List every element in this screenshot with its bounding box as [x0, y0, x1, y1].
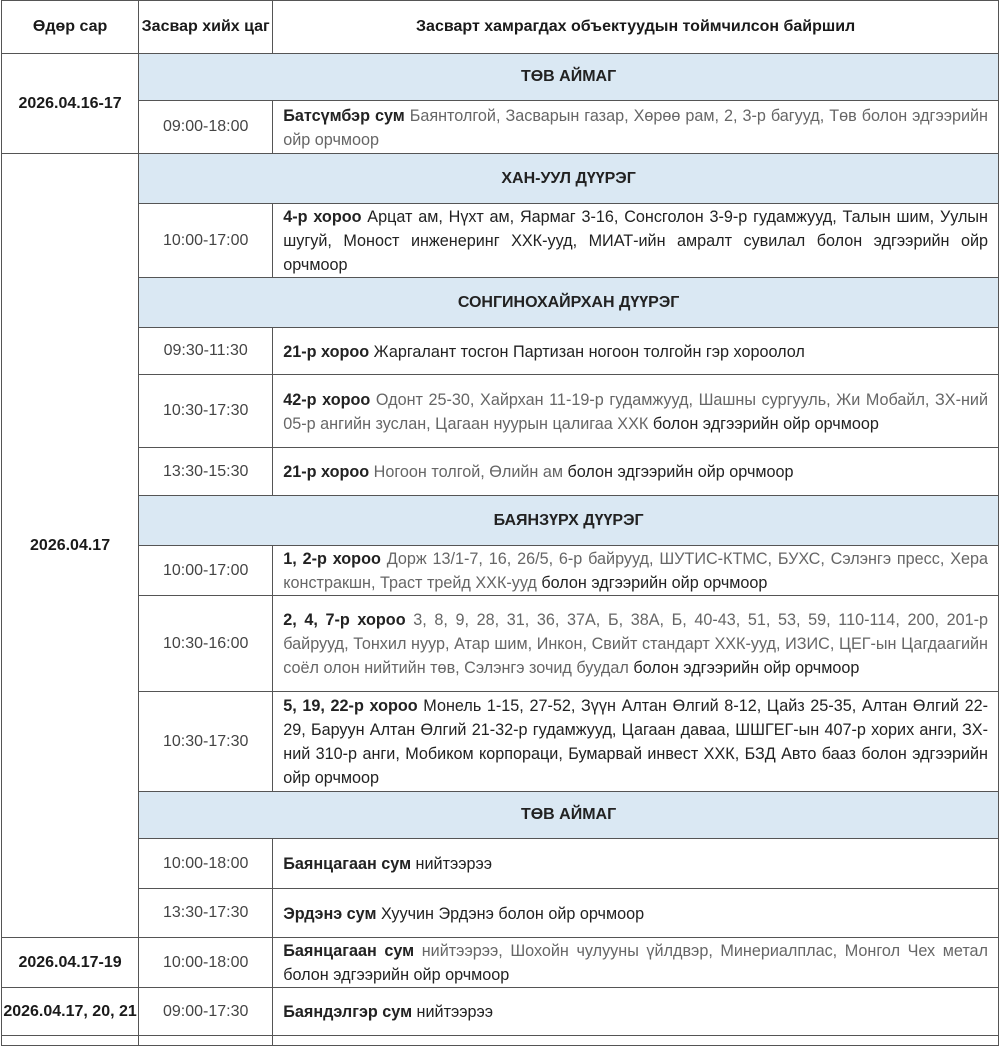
time-cell: 10:00-18:00 — [139, 839, 273, 889]
table-row — [2, 596, 999, 692]
location-bold: Баяндэлгэр сум — [283, 1003, 413, 1021]
region-header: СОНГИНОХАЙРХАН ДҮҮРЭГ — [139, 278, 999, 328]
location-cell — [273, 448, 999, 496]
location-text: нийтээрээ — [411, 855, 493, 873]
location-tail: болон эдгээрийн ойр орчмоор — [648, 414, 879, 433]
location-cell — [273, 938, 999, 988]
location-bold: 5, 19, 22-р хороо — [283, 697, 418, 715]
outage-schedule-table — [1, 0, 999, 1046]
table-row — [2, 546, 999, 596]
header-location: Засварт хамрагдах объектуудын тоймчилсон байршил — [273, 1, 999, 54]
date-cell: 2026.04.17 — [2, 154, 139, 938]
location-cell — [273, 889, 999, 938]
location-bold: 2, 4, 7-р хороо — [283, 611, 406, 629]
location-cell — [273, 101, 999, 154]
table-row — [2, 889, 999, 938]
table-row — [2, 692, 999, 792]
time-cell: 09:00-18:00 — [139, 101, 273, 154]
table-row — [2, 204, 999, 278]
location-bold: Баянцагаан сум — [283, 942, 415, 960]
location-text: Одонт 25-30, Хайрхан 11-19-р гудамжууд, Шашны сургууль, Жи Мобайл, ЗХ-ний 05-р ангийн зуслан, Цагаан нуурын цалигаа ХХК — [283, 390, 989, 433]
time-cell: 10:30-17:30 — [139, 692, 273, 792]
location-bold: 21-р хороо — [283, 342, 370, 361]
region-header: ХАН-УУЛ ДҮҮРЭГ — [139, 154, 999, 204]
date-cell: 2026.04.17, 20, 21 — [2, 988, 139, 1036]
time-cell: 10:30-16:00 — [139, 596, 273, 692]
location-text: Баянтолгой, Засварын газар, Хөрөө рам, 2, 3-р багууд, Төв болон эдгээрийн ойр орчмоор — [283, 106, 988, 149]
time-cell: 09:00-17:30 — [139, 988, 273, 1036]
location-cell — [273, 328, 999, 375]
header-date: Өдөр сар — [2, 1, 139, 54]
date-cell: 2026.04.17-19 — [2, 938, 139, 988]
location-text: Жаргалант тосгон Партизан ногоон толгойн гэр хороолол — [369, 342, 805, 361]
location-bold: Батсүмбэр сум — [283, 106, 405, 125]
location-cell — [273, 692, 999, 792]
location-text: Арцат ам, Нүхт ам, Яармаг 3-16, Сонсголон 3-9-р гудамжууд, Талын шим, Уулын шугуй, Моност инженеринг ХХК-ууд, МИАТ-ийн амралт сувилал болон эдгээрийн ойр орчмоор — [283, 208, 988, 274]
location-cell — [273, 596, 999, 692]
cut-off-cell — [2, 1036, 139, 1046]
table-row — [2, 448, 999, 496]
location-text: нийтээрээ, Шохойн чулууны үйлдвэр, Минериалплас, Монгол Чех метал — [414, 942, 988, 960]
table-row — [2, 101, 999, 154]
time-cell: 13:30-17:30 — [139, 889, 273, 938]
location-cell — [273, 546, 999, 596]
location-bold: 4-р хороо — [283, 208, 362, 226]
location-text: нийтээрээ — [412, 1003, 494, 1021]
location-bold: 21-р хороо — [283, 463, 370, 481]
location-text: Ногоон толгой, Өлийн ам — [369, 463, 563, 481]
date-cell: 2026.04.16-17 — [2, 54, 139, 154]
time-cell: 09:30-11:30 — [139, 328, 273, 375]
location-text: 3, 8, 9, 28, 31, 36, 37А, Б, 38А, Б, 40-43, 51, 53, 59, 110-114, 200, 201-р байрууд, Тонхил нуур, Атар шим, Инкон, Свийт стандарт ХХК-ууд, ИЗИС, ЦЕГ-ын Цагдаагийн соёл олон нийтийн төв, Сэлэнгэ зочид буудал — [283, 611, 988, 677]
cut-off-cell — [139, 1036, 273, 1046]
region-header: БАЯНЗҮРХ ДҮҮРЭГ — [139, 496, 999, 546]
location-bold: 42-р хороо — [283, 390, 371, 409]
location-bold: Эрдэнэ сум — [283, 904, 377, 923]
time-cell: 10:00-18:00 — [139, 938, 273, 988]
cut-off-cell — [273, 1036, 999, 1046]
location-cell — [273, 839, 999, 889]
location-tail: болон эдгээрийн ойр орчмоор — [562, 463, 794, 481]
location-text: Монель 1-15, 27-52, Зүүн Алтан Өлгий 8-12, Цайз 25-35, Алтан Өлгий 22-29, Баруун Алтан Өлгий 21-32-р гудамжууд, Цагаан даваа, ШШГЕГ-ын 407-р хорих анги, ЗХ-ний 310-р анги, Мобиком корпораци, Бумарвай инвест ХХК, БЗД Авто бааз болон эдгээрийн ойр орчмоор — [283, 697, 988, 787]
location-text: Хуучин Эрдэнэ болон ойр орчмоор — [376, 904, 645, 923]
location-cell — [273, 375, 999, 448]
table-row — [2, 988, 999, 1036]
region-header: ТӨВ АЙМАГ — [139, 792, 999, 839]
location-tail: болон эдгээрийн ойр орчмоор — [283, 966, 510, 984]
time-cell: 10:30-17:30 — [139, 375, 273, 448]
location-bold: Баянцагаан сум — [283, 855, 412, 873]
location-tail: болон эдгээрийн ойр орчмоор — [628, 659, 860, 677]
region-header: ТӨВ АЙМАГ — [139, 54, 999, 101]
time-cell: 13:30-15:30 — [139, 448, 273, 496]
location-bold: 1, 2-р хороо — [283, 550, 381, 568]
table-row — [2, 375, 999, 448]
location-cell — [273, 204, 999, 278]
table-row — [2, 839, 999, 889]
table-row — [2, 328, 999, 375]
time-cell: 10:00-17:00 — [139, 204, 273, 278]
location-text: Дорж 13/1-7, 16, 26/5, 6-р байрууд, ШУТИС-КТМС, БУХС, Сэлэнгэ пресс, Хера констракшн, Траст трейд ХХК-ууд — [283, 550, 988, 592]
header-time: Засвар хийх цаг — [139, 1, 273, 54]
location-tail: болон эдгээрийн ойр орчмоор — [536, 574, 768, 592]
table-header-row — [2, 1, 999, 54]
time-cell: 10:00-17:00 — [139, 546, 273, 596]
table-row — [2, 938, 999, 988]
location-cell — [273, 988, 999, 1036]
